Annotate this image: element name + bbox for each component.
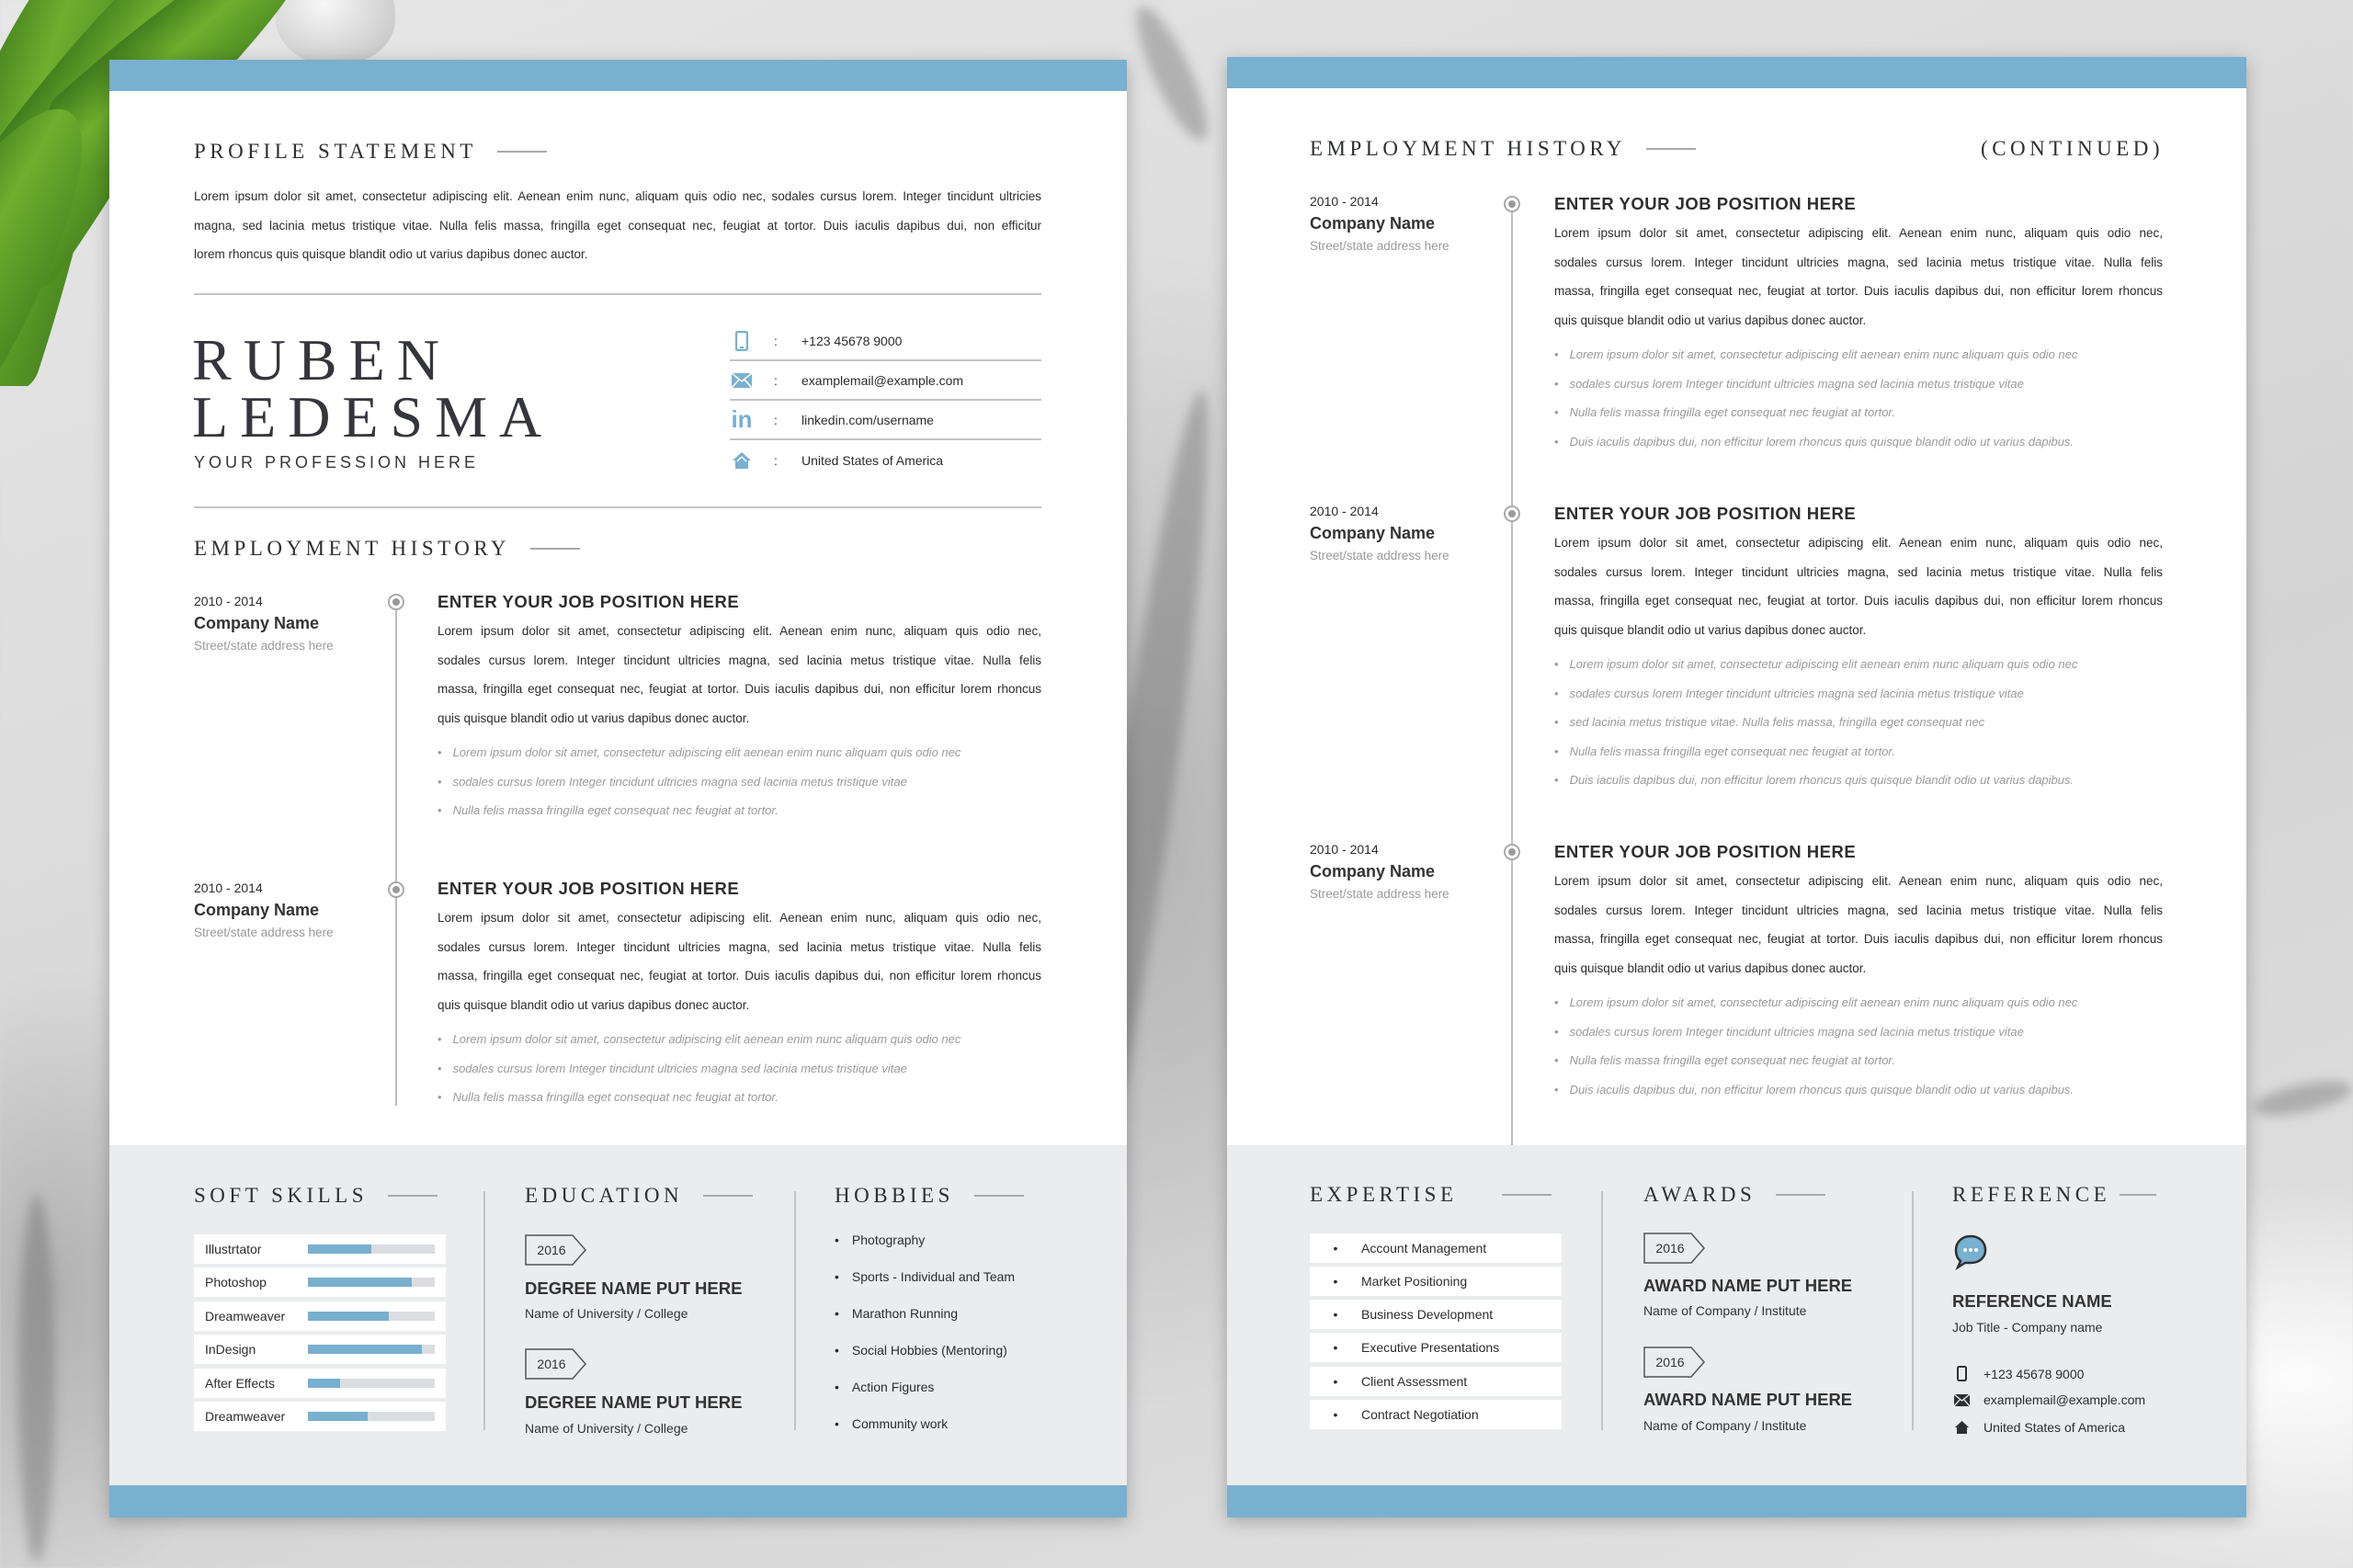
bullet: • [1333,1374,1338,1389]
bullet-item: • Duis iaculis dapibus dui, non efficitur lorem rhoncus quis quisque blandit odio ut varius dapibus. [1554,766,2163,795]
skill-label: Dreamweaver [205,1409,286,1424]
accent-top-bar [1227,57,2246,88]
bullet: • [1333,1340,1338,1355]
separator: : [774,452,778,468]
bullet-item: • Lorem ipsum dolor sit amet, consectetur adipiscing elit aenean enim nunc aliquam quis odio nec [1554,988,2163,1017]
description-line: Lorem ipsum dolor sit amet, consectetur adipiscing elit. Aenean enim nunc, aliquam quis odio nec, [438,911,1041,925]
marble-vein [2250,1074,2353,1122]
phone-value[interactable]: +123 45678 9000 [801,333,903,348]
job-description [1554,528,2163,644]
profile-heading-text: PROFILE STATEMENT [194,140,477,163]
skill-bar [308,1312,435,1321]
employment-heading [194,537,580,561]
year-label: 2016 [1655,1241,1685,1256]
school-name: Name of University / College [525,1306,688,1321]
reference-name: REFERENCE NAME [1952,1291,2112,1311]
skill-row [194,1402,446,1431]
column-divider [794,1191,796,1430]
company-name: Company Name [1310,214,1436,233]
company-address: Street/state address here [194,639,334,653]
divider [194,293,1041,295]
heading-dash [1646,148,1696,150]
reference-location [1952,1420,2125,1435]
skill-bar-fill [308,1278,412,1287]
profile-line: lorem rhoncus quis quisque blandit odio ut varius dapibus donec auctor. [194,247,588,261]
column-divider [1912,1191,1914,1430]
marble-vein [18,1195,55,1562]
award-name: AWARD NAME PUT HERE [1643,1276,1853,1295]
job-details [438,592,1041,825]
skill-label: After Effects [205,1376,275,1391]
company-name: Company Name [194,901,320,919]
description-line: massa, fringilla eget consequat nec, feugiat at tortor. Duis iaculis dapibus dui, non efficitur lorem rhoncus [438,682,1041,696]
heading-dash [2120,1194,2156,1196]
bullet-item: • sodales cursus lorem Integer tincidunt ultricies magna sed lacinia metus tristique vitae [1554,1017,2163,1047]
footer-band [1227,1145,2246,1485]
email-icon [730,369,754,392]
bullet-item: • sodales cursus lorem Integer tincidunt ultricies magna sed lacinia metus tristique vitae [438,767,1041,797]
job-meta [194,881,334,939]
skill-bar-fill [308,1312,389,1321]
timeline-line [395,602,397,1106]
contact-linkedin [730,401,1041,440]
accent-top-bar [109,60,1127,91]
company-address: Street/state address here [1310,549,1449,562]
accent-bottom-bar [1227,1485,2246,1517]
bullet-item: • Lorem ipsum dolor sit amet, consectetur adipiscing elit aenean enim nunc aliquam quis odio nec [438,1025,1041,1054]
description-line: Lorem ipsum dolor sit amet, consectetur adipiscing elit. Aenean enim nunc, aliquam quis odio nec, [1554,536,2163,550]
job-title: ENTER YOUR JOB POSITION HERE [1554,504,1857,523]
job-bullets [1554,340,2163,456]
marble-vein [1124,0,1220,148]
bullet-item: • sed lacinia metus tristique vitae. Nulla felis massa, fringilla eget consequat nec [1554,708,2163,737]
job-details [1554,842,2163,1104]
bullet: • [1333,1407,1338,1422]
expertise-item [1310,1333,1562,1362]
email-value[interactable]: examplemail@example.com [1984,1392,2146,1407]
bullet-item: • Nulla felis massa fringilla eget consequat nec feugiat at tortor. [1554,398,2163,427]
awards-heading [1643,1183,1825,1207]
description-line: Lorem ipsum dolor sit amet, consectetur adipiscing elit. Aenean enim nunc, aliquam quis odio nec, [438,624,1041,638]
timeline-dot [388,594,404,610]
description-line: quis quisque blandit odio ut varius dapibus donec auctor. [1554,312,1867,327]
hobby-item: • Sports - Individual and Team [835,1269,1015,1284]
award-organization: Name of Company / Institute [1643,1418,1807,1433]
skill-row [194,1267,446,1297]
description-line: Lorem ipsum dolor sit amet, consectetur adipiscing elit. Aenean enim nunc, aliquam quis odio nec, [1554,226,2163,240]
hobbies-heading-text: HOBBIES [835,1184,954,1207]
skill-row [194,1335,446,1364]
timeline-dot [1504,506,1520,522]
location-value: United States of America [801,452,944,468]
description-line: sodales cursus lorem. Integer tincidunt ultricies magna, sed lacinia metus tristique vitae. Nulla felis [438,653,1041,667]
job-description [1554,867,2163,983]
first-name: RUBEN [192,327,451,392]
hobby-item: • Photography [835,1233,925,1247]
separator: : [774,372,778,388]
description-line: massa, fringilla eget consequat nec, feugiat at tortor. Duis iaculis dapibus dui, non efficitur lorem rhoncus [438,969,1041,983]
linkedin-value[interactable]: linkedin.com/username [801,412,934,427]
soft-skills-heading-text: SOFT SKILLS [194,1184,369,1207]
description-line: sodales cursus lorem. Integer tincidunt ultricies magna, sed lacinia metus tristique vitae. Nulla felis [1554,564,2163,579]
resume-page-2 [1227,57,2246,1517]
description-line: quis quisque blandit odio ut varius dapibus donec auctor. [1554,960,1867,975]
profile-line: Lorem ipsum dolor sit amet, consectetur adipiscing elit. Aenean enim nunc, aliquam quis odio nec, sodales cursus lorem. Integer tincidunt ultricies [194,189,1041,203]
contact-list [730,322,1041,487]
separator: : [774,412,778,427]
company-address: Street/state address here [194,926,334,939]
job-meta [1310,194,1449,253]
tulip-flower [276,0,395,64]
contact-phone [730,322,1041,361]
education-heading-text: EDUCATION [525,1184,684,1207]
hobby-item: • Social Hobbies (Mentoring) [835,1343,1007,1358]
soft-skills-heading [194,1184,438,1208]
skill-label: Dreamweaver [205,1309,286,1324]
skill-row [194,1234,446,1264]
expertise-label: Executive Presentations [1361,1340,1500,1355]
expertise-label: Client Assessment [1361,1374,1468,1389]
heading-dash [388,1195,438,1197]
reference-email [1952,1392,2145,1407]
skill-row [194,1369,446,1398]
heading-dash [974,1195,1024,1197]
column-divider [1601,1191,1603,1430]
location-value: United States of America [1984,1420,2126,1435]
description-line: massa, fringilla eget consequat nec, feugiat at tortor. Duis iaculis dapibus dui, non efficitur lorem rhoncus [1554,932,2163,946]
bullet-item: • Nulla felis massa fringilla eget consequat nec feugiat at tortor. [1554,1046,2163,1075]
employment-heading-text: EMPLOYMENT HISTORY [1310,137,1627,160]
job-details [1554,194,2163,456]
description-line: massa, fringilla eget consequat nec, feugiat at tortor. Duis iaculis dapibus dui, non efficitur lorem rhoncus [1554,594,2163,608]
job-description [1554,219,2163,335]
skill-bar [308,1412,435,1421]
job-bullets [1554,650,2163,795]
bullet-item: • sodales cursus lorem Integer tincidunt ultricies magna sed lacinia metus tristique vitae [1554,679,2163,709]
award-organization: Name of Company / Institute [1643,1303,1807,1318]
skill-bar-fill [308,1244,371,1254]
bullet-item: • sodales cursus lorem Integer tincidunt ultricies magna sed lacinia metus tristique vitae [1554,369,2163,399]
bullet-item: • sodales cursus lorem Integer tincidunt ultricies magna sed lacinia metus tristique vitae [438,1054,1041,1084]
bullet-item: • Lorem ipsum dolor sit amet, consectetur adipiscing elit aenean enim nunc aliquam quis odio nec [1554,650,2163,679]
home-icon [730,449,754,472]
job-title: ENTER YOUR JOB POSITION HERE [1554,842,1857,861]
company-name: Company Name [1310,862,1436,881]
heading-dash [497,151,547,153]
job-meta [1310,842,1449,901]
job-title: ENTER YOUR JOB POSITION HERE [1554,194,1857,213]
company-name: Company Name [194,614,320,632]
timeline-dot [1504,196,1520,212]
hobby-item: • Action Figures [835,1380,934,1394]
skill-bar [308,1244,435,1254]
company-name: Company Name [1310,524,1436,542]
skill-label: Photoshop [205,1275,267,1290]
linkedin-icon: in [731,405,753,433]
job-dates: 2010 - 2014 [194,594,263,608]
job-bullets [438,738,1041,825]
skill-bar [308,1379,435,1388]
expertise-label: Contract Negotiation [1361,1407,1479,1422]
hobby-item: • Community work [835,1416,948,1431]
job-meta [1310,504,1449,562]
job-bullets [1554,988,2163,1104]
last-name: LEDESMA [192,384,554,449]
job-details [438,879,1041,1112]
footer-band [109,1145,1127,1485]
education-heading [525,1184,753,1208]
job-meta [194,594,334,653]
description-line: Lorem ipsum dolor sit amet, consectetur adipiscing elit. Aenean enim nunc, aliquam quis odio nec, [1554,874,2163,888]
job-dates: 2010 - 2014 [1310,504,1379,518]
bullet-item: • Duis iaculis dapibus dui, non efficitur lorem rhoncus quis quisque blandit odio ut varius dapibus. [1554,427,2163,457]
job-dates: 2010 - 2014 [1310,194,1379,209]
reference-heading [1952,1183,2156,1207]
awards-heading-text: AWARDS [1643,1183,1756,1206]
school-name: Name of University / College [525,1421,688,1436]
profile-statement [194,182,1041,269]
expertise-label: Business Development [1361,1307,1494,1322]
heading-dash [1502,1194,1552,1196]
expertise-item [1310,1400,1562,1429]
job-dates: 2010 - 2014 [194,881,263,895]
resume-page-1 [109,60,1127,1517]
expertise-item [1310,1267,1562,1296]
description-line: sodales cursus lorem. Integer tincidunt ultricies magna, sed lacinia metus tristique vitae. Nulla felis [1554,255,2163,269]
company-address: Street/state address here [1310,239,1449,253]
employment-heading [1310,137,1696,161]
contact-location [730,440,1041,480]
expertise-item [1310,1300,1562,1329]
skill-label: InDesign [205,1342,256,1357]
heading-dash [1776,1194,1825,1196]
degree-name: DEGREE NAME PUT HERE [525,1392,743,1412]
bullet-item: • Duis iaculis dapibus dui, non efficitur lorem rhoncus quis quisque blandit odio ut varius dapibus. [1554,1075,2163,1105]
bullet-item: • Lorem ipsum dolor sit amet, consectetur adipiscing elit aenean enim nunc aliquam quis odio nec [1554,340,2163,369]
expertise-heading [1310,1183,1552,1207]
degree-name: DEGREE NAME PUT HERE [525,1278,743,1298]
description-line: sodales cursus lorem. Integer tincidunt ultricies magna, sed lacinia metus tristique vitae. Nulla felis [1554,903,2163,917]
timeline-dot [388,881,404,898]
chat-bubble-icon [1952,1233,1989,1275]
phone-value[interactable]: +123 45678 9000 [1984,1366,2085,1381]
separator: : [774,333,778,348]
description-line: quis quisque blandit odio ut varius dapibus donec auctor. [438,710,750,725]
expertise-heading-text: EXPERTISE [1310,1183,1458,1206]
profile-line: magna, sed lacinia metus tristique vitae. Nulla felis massa, fringilla eget consequat nec, feugiat at tortor. Duis iaculis dapibus dui, non efficitur [194,218,1041,233]
award-name: AWARD NAME PUT HERE [1643,1390,1853,1409]
phone-icon [1952,1366,1971,1381]
expertise-label: Account Management [1361,1241,1487,1256]
timeline-line [1511,204,1513,1160]
skill-bar-fill [308,1345,422,1354]
year-label: 2016 [1655,1355,1685,1369]
profession: YOUR PROFESSION HERE [194,453,480,472]
description-line: massa, fringilla eget consequat nec, feugiat at tortor. Duis iaculis dapibus dui, non efficitur lorem rhoncus [1554,284,2163,298]
contact-email [730,361,1041,401]
bullet-item: • Lorem ipsum dolor sit amet, consectetur adipiscing elit aenean enim nunc aliquam quis odio nec [438,738,1041,767]
skill-row [194,1301,446,1331]
reference-heading-text: REFERENCE [1952,1183,2111,1206]
bullet-item: • Nulla felis massa fringilla eget consequat nec feugiat at tortor. [438,1083,1041,1112]
reference-phone [1952,1366,2084,1381]
email-value[interactable]: examplemail@example.com [801,372,964,388]
job-description [438,617,1041,733]
timeline-dot [1504,844,1520,860]
name-block [192,327,554,472]
divider [194,506,1041,508]
description-line: sodales cursus lorem. Integer tincidunt ultricies magna, sed lacinia metus tristique vitae. Nulla felis [438,939,1041,954]
bullet: • [1333,1241,1338,1256]
phone-icon [730,329,754,353]
skill-bar-fill [308,1379,340,1388]
company-address: Street/state address here [1310,887,1449,901]
continued-label: (CONTINUED) [1981,137,2164,160]
employment-heading-text: EMPLOYMENT HISTORY [194,537,511,560]
heading-dash [703,1195,753,1197]
bullet: • [1333,1274,1338,1289]
skill-bar-fill [308,1412,368,1421]
column-divider [483,1191,485,1430]
bullet-item: • Nulla felis massa fringilla eget consequat nec feugiat at tortor. [438,796,1041,825]
skill-bar [308,1278,435,1287]
profile-heading [194,140,547,164]
reference-job-title: Job Title - Company name [1952,1320,2103,1335]
skill-label: Illustrtator [205,1242,262,1256]
job-description [438,903,1041,1019]
job-title: ENTER YOUR JOB POSITION HERE [438,879,740,898]
expertise-label: Market Positioning [1361,1274,1468,1289]
year-label: 2016 [537,1357,566,1371]
job-details [1554,504,2163,795]
hobbies-heading [835,1184,1024,1208]
expertise-item [1310,1367,1562,1396]
description-line: quis quisque blandit odio ut varius dapibus donec auctor. [1554,622,1867,637]
description-line: quis quisque blandit odio ut varius dapibus donec auctor. [438,997,750,1012]
email-icon [1952,1394,1971,1406]
home-icon [1952,1420,1971,1435]
year-label: 2016 [537,1243,566,1257]
expertise-item [1310,1233,1562,1263]
heading-dash [530,548,580,550]
bullet: • [1333,1307,1338,1322]
job-title: ENTER YOUR JOB POSITION HERE [438,592,740,611]
job-dates: 2010 - 2014 [1310,842,1379,857]
hobby-item: • Marathon Running [835,1306,958,1321]
bullet-item: • Nulla felis massa fringilla eget consequat nec feugiat at tortor. [1554,737,2163,767]
skill-bar [308,1345,435,1354]
accent-bottom-bar [109,1485,1127,1517]
job-bullets [438,1025,1041,1112]
